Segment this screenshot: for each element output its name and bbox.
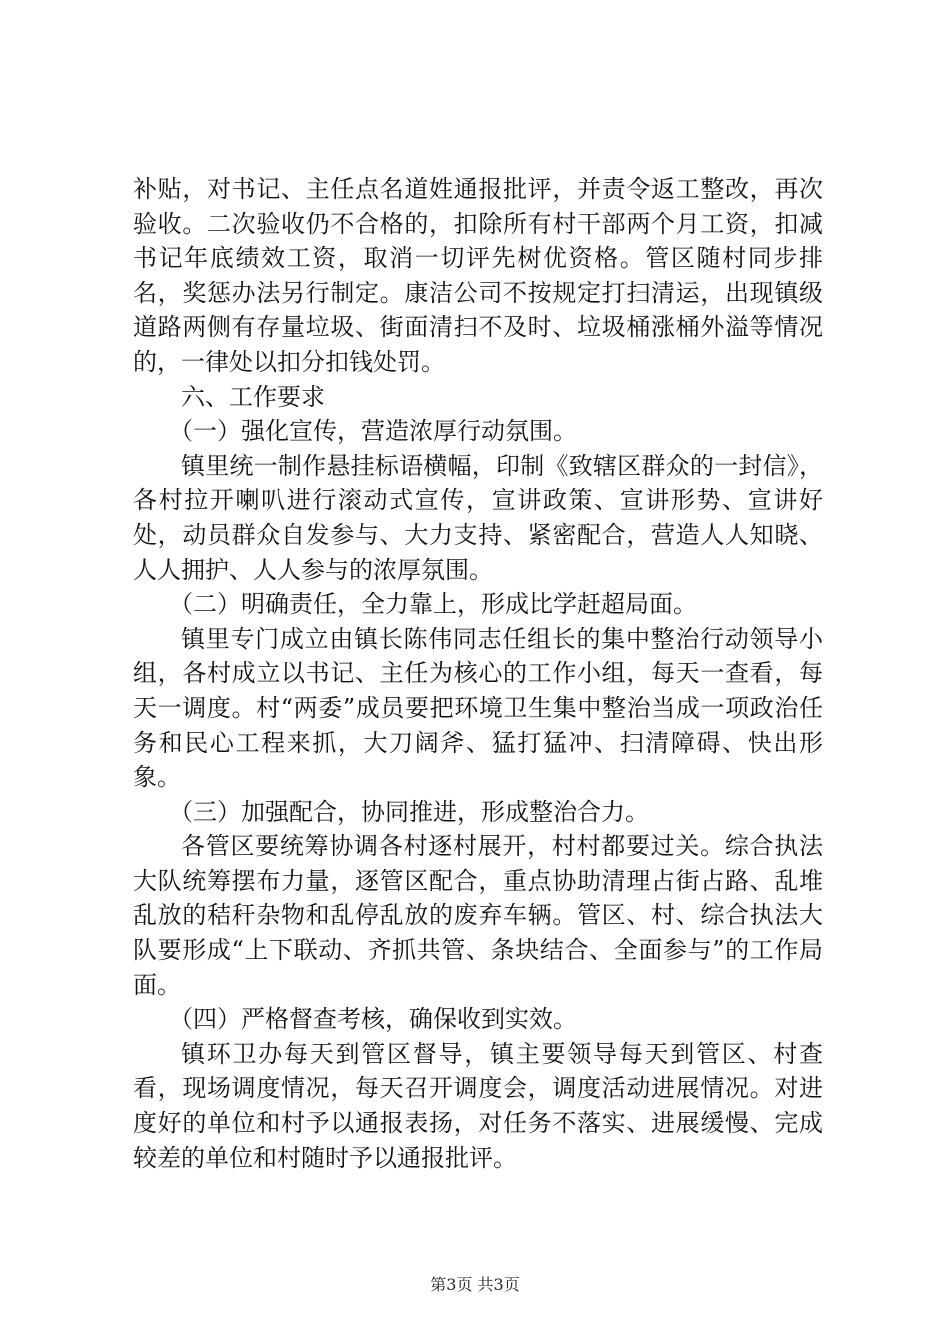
subheading-publicity: （一）强化宣传，营造浓厚行动氛围。 <box>169 417 577 446</box>
paragraph-cooperation: 各管区要统筹协调各村逐村展开，村村都要过关。综合执法大队统筹摆布力量，逐管区配合，重点协助清理占街占路、乱堆乱放的秸秆杂物和乱停乱放的废弃车辆。管区、村、综合执法大队要形成“上下联动、齐抓共管、条块结合、全面参与”的工作局面。 <box>133 832 823 999</box>
paragraph-continuation: 补贴，对书记、主任点名道姓通报批评，并责令返工整改，再次验收。二次验收仍不合格的，扣除所有村干部两个月工资，扣减书记年底绩效工资，取消一切评先树优资格。管区随村同步排名，奖惩办法另行制定。康洁公司不按规定打扫清运，出现镇级道路两侧有存量垃圾、街面清扫不及时、垃圾桶涨桶外溢等情况的，一律处以扣分扣钱处罚。 <box>133 175 823 376</box>
subheading-responsibility: （二）明确责任，全力靠上，形成比学赶超局面。 <box>169 590 697 619</box>
paragraph-supervision: 镇环卫办每天到管区督导，镇主要领导每天到管区、村查看，现场调度情况，每天召开调度会，调度活动进展情况。对进度好的单位和村予以通报表扬，对任务不落实、进展缓慢、完成较差的单位和村随时予以通报批评。 <box>133 1039 823 1172</box>
document-page <box>133 172 823 1175</box>
section-heading-work-requirements: 六、工作要求 <box>181 382 325 411</box>
paragraph-responsibility: 镇里专门成立由镇长陈伟同志任组长的集中整治行动领导小组，各村成立以书记、主任为核心的工作小组，每天一查看，每天一调度。村“两委”成员要把环境卫生集中整治当成一项政治任务和民心工程来抓，大刀阔斧、猛打猛冲、扫清障碍、快出形象。 <box>133 624 823 792</box>
paragraph-publicity: 镇里统一制作悬挂标语横幅，印制《致辖区群众的一封信》，各村拉开喇叭进行滚动式宣传，宣讲政策、宣讲形势、宣讲好处，动员群众自发参与、大力支持、紧密配合，营造人人知晓、人人拥护、人人参与的浓厚氛围。 <box>133 451 823 584</box>
page-footer: 第3页 共3页 <box>430 1275 520 1294</box>
subheading-cooperation: （三）加强配合，协同推进，形成整治合力。 <box>169 797 649 826</box>
subheading-supervision: （四）严格督查考核，确保收到实效。 <box>169 1005 577 1034</box>
